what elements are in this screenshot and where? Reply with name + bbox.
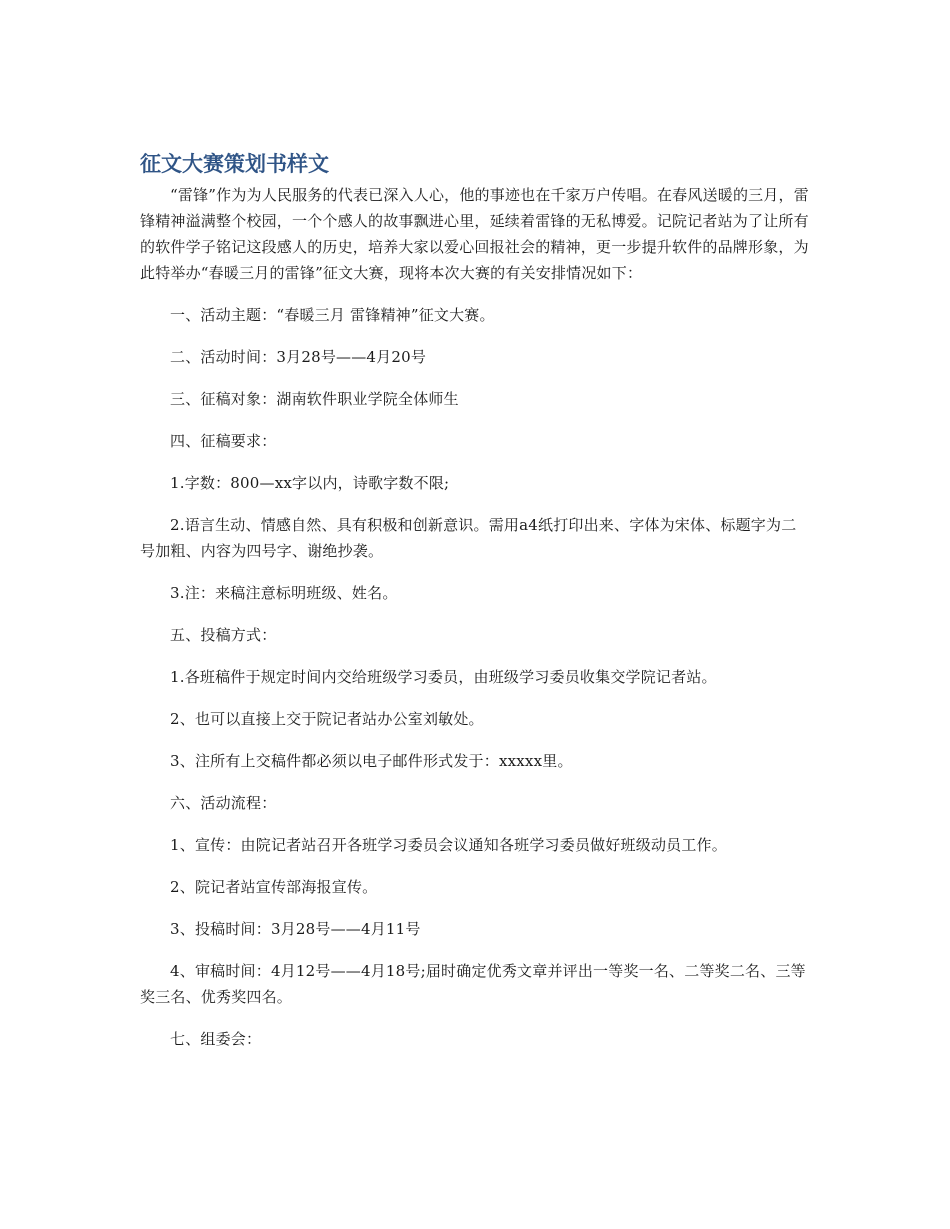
section-time: 二、活动时间：3月28号——4月20号	[170, 348, 427, 366]
submission-item-1: 1.各班稿件于规定时间内交给班级学习委员，由班级学习委员收集交学院记者站。	[170, 668, 717, 686]
submission-item-3: 3、注所有上交稿件都必须以电子邮件形式发于：xxxxx里。	[170, 752, 573, 770]
process-item-1: 1、宣传：由院记者站召开各班学习委员会议通知各班学习委员做好班级动员工作。	[170, 836, 727, 854]
process-item-3: 3、投稿时间：3月28号——4月11号	[170, 920, 421, 938]
requirement-note: 3.注：来稿注意标明班级、姓名。	[170, 584, 398, 602]
requirement-word-count: 1.字数：800—xx字以内，诗歌字数不限;	[170, 474, 450, 492]
section-submission-heading: 五、投稿方式：	[170, 626, 277, 644]
submission-item-2: 2、也可以直接上交于院记者站办公室刘敏处。	[170, 710, 484, 728]
section-theme: 一、活动主题：“春暖三月 雷锋精神”征文大赛。	[170, 306, 495, 324]
section-process-heading: 六、活动流程：	[170, 794, 277, 812]
process-item-4: 4、审稿时间：4月12号——4月18号;届时确定优秀文章并评出一等奖一名、二等奖二名、三等奖三名、优秀奖四名。	[140, 962, 806, 1006]
section-requirements-heading: 四、征稿要求：	[170, 432, 277, 450]
section-committee-heading: 七、组委会：	[170, 1030, 262, 1048]
document-title: 征文大赛策划书样文	[140, 152, 329, 176]
requirement-style: 2.语言生动、情感自然、具有积极和创新意识。需用a4纸打印出来、字体为宋体、标题字为二号加粗、内容为四号字、谢绝抄袭。	[140, 516, 797, 560]
process-item-2: 2、院记者站宣传部海报宣传。	[170, 878, 378, 896]
document-body	[140, 148, 810, 1052]
section-audience: 三、征稿对象：湖南软件职业学院全体师生	[170, 390, 459, 408]
intro-paragraph: “雷锋”作为为人民服务的代表已深入人心，他的事迹也在千家万户传唱。在春风送暖的三月，雷锋精神溢满整个校园，一个个感人的故事飘进心里，延续着雷锋的无私博爱。记院记者站为了让所有的软件学子铭记这段感人的历史，培养大家以爱心回报社会的精神，更一步提升软件的品牌形象，为此特举办“春暖三月的雷锋”征文大赛，现将本次大赛的有关安排情况如下：	[140, 186, 809, 282]
